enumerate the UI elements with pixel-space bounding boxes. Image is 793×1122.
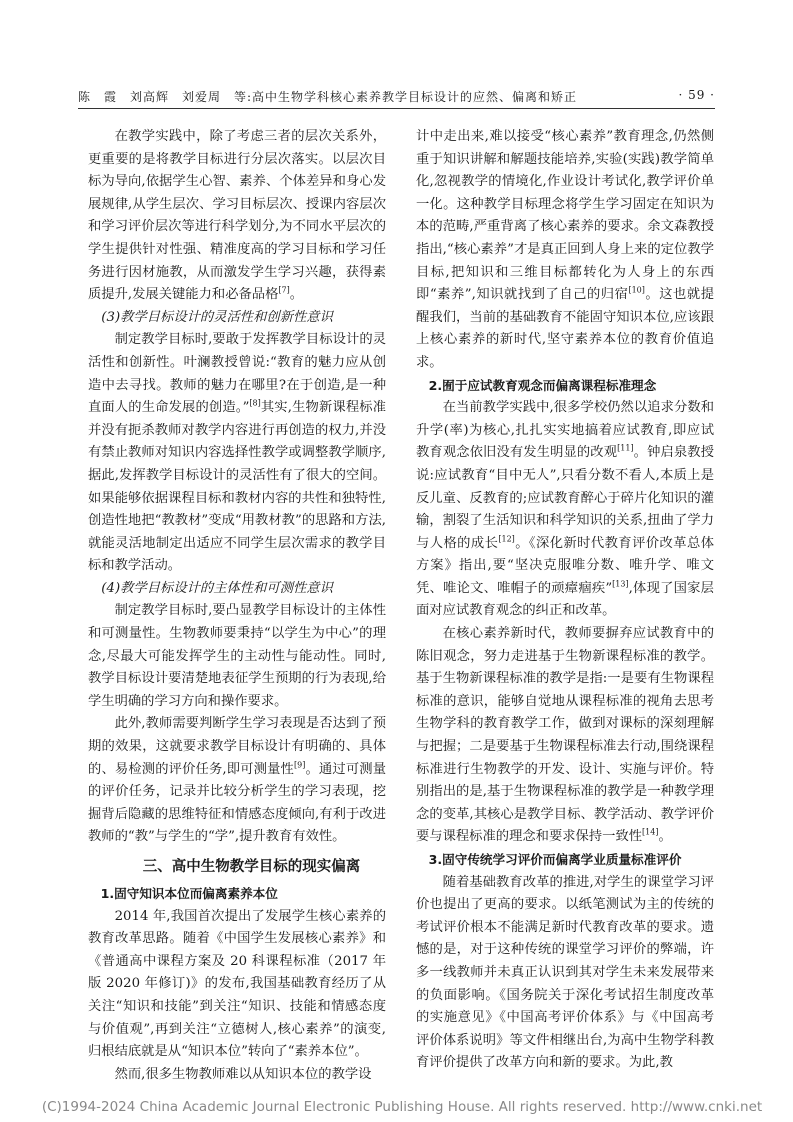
citation: [7] (278, 285, 290, 295)
paragraph: 然而,很多生物教师难以从知识本位的教学设 (114, 1066, 372, 1082)
subsection-heading: 1.固守知识本位而偏离素养本位 (100, 886, 278, 901)
citation: [11] (617, 443, 634, 453)
subsection-heading: 3.固守传统学习评价而偏离学业质量标准评价 (428, 852, 682, 867)
paragraph: 制定教学目标时,要敢于发挥教学目标设计的灵活性和创新性。叶澜教授曾说:“教育的魅力应从创造中去寻找。教师的魅力在哪里?在于创造,是一种直面人的生命发展的创造。”[8]其实,生物新课程标准并没有扼杀教师对教学内容进行再创造的权力,并没有禁止教师对知识内容选择性教学或调整教学顺序,据此,发挥教学目标设计的灵活性有了很大的空间。如果能够依据课程目标和教材内容的共性和独特性,创造性地把“教教材”变成“用教材教”的思路和方法,就能灵活地制定出适应不同学生层次需求的教学目标和教学活动。 (88, 332, 386, 574)
copyright-footer: (C)1994-2024 China Academic Journal Electronic Publishing House. All rights reserved. http://www.cnki.net (41, 1099, 763, 1115)
page-number: · 59 · (678, 88, 715, 102)
paragraph: 制定教学目标时,要凸显教学目标设计的主体性和可测量性。生物教师要秉持“以学生为中心”的理念,尽最大可能发挥学生的主动性与能动性。同时,教学目标设计要清楚地表征学生预期的行为表现,给学生明确的学习方向和操作要求。 (88, 603, 386, 709)
section-heading: 三、高中生物教学目标的现实偏离 (142, 859, 361, 875)
citation: [9] (294, 760, 306, 770)
paragraph: 此外,教师需要判断学生学习表现是否达到了预期的效果，这就要求教学目标设计有明确的、具体的、易检测的评价任务,即可测量性[9]。通过可测量的评价任务，记录并比较分析学生的学习表现，挖掘背后隐藏的思维特征和情感态度倾向,有利于改进教师的“教”与学生的“学”,提升教育有效性。 (88, 716, 386, 845)
citation: [14] (642, 827, 659, 837)
subsection-heading: 2.囿于应试教育观念而偏离课程标准理念 (428, 377, 657, 393)
citation: [8] (249, 398, 261, 408)
running-header (78, 88, 715, 109)
paragraph: 在教学实践中，除了考虑三者的层次关系外，更重要的是将教学目标进行分层次落实。以层次目标为导向,依据学生心智、素养、个体差异和身心发展规律,从学生层次、学习目标层次、授课内容层次和学习评价层次等进行科学划分,为不同水平层次的学生提供针对性强、精准度高的学习目标和学习任务进行因材施教，从而激发学生学习兴趣，获得素质提升,发展关键能力和必备品格[7]。 (88, 129, 386, 303)
paragraph: 随着基础教育改革的推进,对学生的课堂学习评价也提出了更高的要求。以纸笔测试为主的传统的考试评价根本不能满足新时代教育改革的要求。遗憾的是，对于这种传统的课堂学习评价的弊端，许多一线教师并未真正认识到其对学生未来发展带来的负面影响。《国务院关于深化考试招生制度改革的实施意见》《中国高考评价体系》与《中国高考评价体系说明》等文件相继出台,为高中生物学科教育评价提供了改革方向和新的要求。为此,教 (416, 874, 714, 1071)
right-column (416, 126, 714, 1075)
subsection-heading: (4)教学目标设计的主体性和可测性意识 (101, 580, 333, 596)
paragraph: 2014 年,我国首次提出了发展学生核心素养的教育改革思路。随着《中国学生发展核心素养》和《普通高中课程方案及 20 科课程标准（2017 年版 2020 年修订)》的发布,我国基础教育经历了从关注“知识和技能”到关注“知识、技能和情感态度与价值观”,再到关注“立德树人,核心素养”的演变,归根结底就是从“知识本位”转向了“素养本位”。 (88, 908, 386, 1060)
header-authors-title: 陈 霞 刘高辉 刘爱周 等:高中生物学科核心素养教学目标设计的应然、偏离和矫正 (78, 90, 578, 104)
subsection-heading: (3)教学目标设计的灵活性和创新性意识 (101, 309, 333, 325)
paragraph: 在当前教学实践中,很多学校仍然以追求分数和升学(率)为核心,扎扎实实地搞着应试教育,即应试教育观念依旧没有发生明显的改观[11]。钟启泉教授说:应试教育“目中无人”,只看分数不看人,本质上是反儿童、反教育的;应试教育醉心于碎片化知识的灌输，割裂了生活知识和科学知识的关系,扭曲了学力与人格的成长[12]。《深化新时代教育评价改革总体方案》指出,要“坚决克服唯分数、唯升学、唯文凭、唯论文、唯帽子的顽瘴痼疾”[13],体现了国家层面对应试教育观念的纠正和改革。 (416, 400, 715, 619)
citation: [10] (628, 285, 645, 295)
citation: [13] (612, 579, 629, 589)
paragraph: 计中走出来,难以接受“核心素养”教育理念,仍然侧重于知识讲解和解题技能培养,实验(实践)教学简单化,忽视教学的情境化,作业设计考试化,教学评价单一化。这种教学目标理念将学生学习固定在知识为本的范畴,严重背离了核心素养的要求。余文森教授指出,“核心素养”才是真正回到人身上来的定位教学目标,把知识和三维目标都转化为人身上的东西即“素养”,知识就找到了自己的归宿[10]。这也就提醒我们，当前的基础教育不能固守知识本位,应该跟上核心素养的新时代,坚守素养本位的教育价值追求。 (416, 129, 715, 370)
left-column (88, 126, 386, 1086)
paragraph: 在核心素养新时代，教师要摒弃应试教育中的陈旧观念，努力走进基于生物新课程标准的教学。基于生物新课程标准的教学是指:一是要有生物课程标准的意识，能够自觉地从课程标准的视角去思考生物学科的教育教学工作，做到对课标的深刻理解与把握；二是要基于生物课程标准去行动,围绕课程标准进行生物教学的开发、设计、实施与评价。特别指出的是,基于生物课程标准的教学是一种教学理念的变革,其核心是教学目标、教学活动、教学评价要与课程标准的理念和要求保持一致性[14]。 (416, 626, 714, 845)
citation: [12] (498, 534, 515, 544)
